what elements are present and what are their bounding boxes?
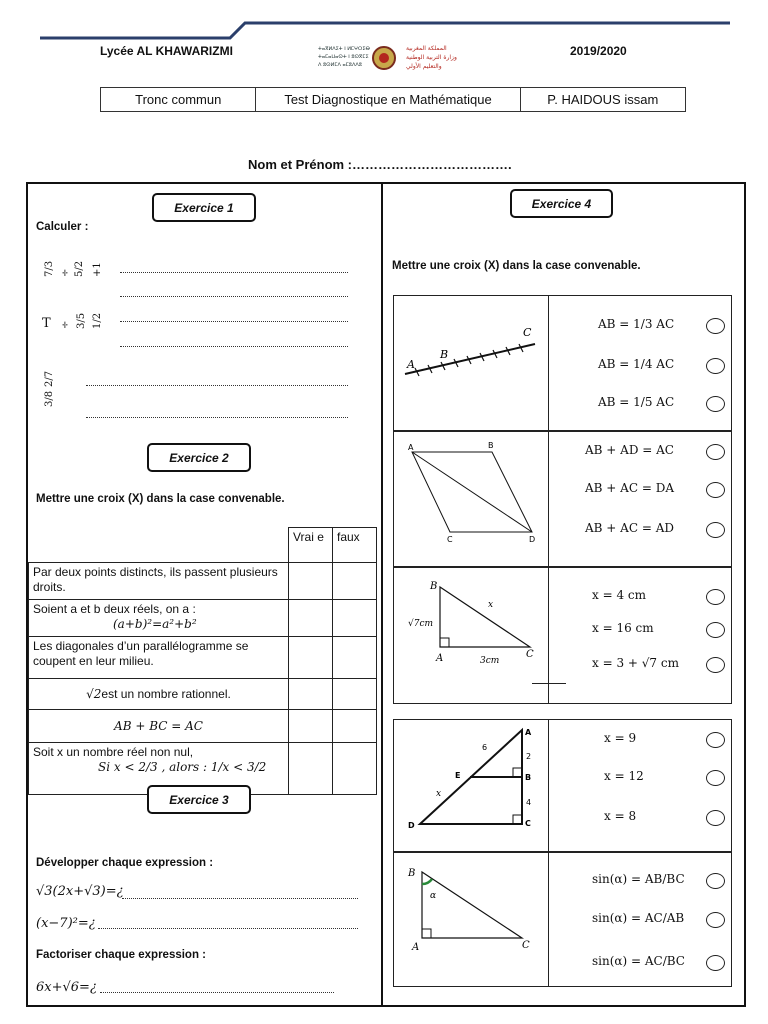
ex4-choice-circle-3-2[interactable] — [706, 622, 725, 638]
ex4-option-2-2: AB + AC = DA — [585, 481, 674, 495]
svg-text:T: T — [42, 316, 51, 331]
stray-line — [532, 683, 566, 684]
col-header-false: faux — [333, 528, 377, 563]
statement-1: Par deux points distincts, ils passent plusieurs droits. — [29, 563, 289, 600]
figure-thales — [400, 722, 546, 834]
exercise-2-title: Exercice 2 — [147, 443, 251, 472]
svg-text:A: A — [407, 358, 415, 371]
statement-5: AB + BC = AC — [29, 710, 289, 743]
ex3-expression-2: (x−7)²=¿ — [36, 916, 96, 931]
ex4-option-5-2: sin(α) = AC/AB — [592, 911, 685, 925]
svg-text:3/5: 3/5 — [76, 312, 87, 329]
answer-false-5[interactable] — [333, 710, 377, 743]
svg-text:3cm: 3cm — [480, 656, 500, 666]
svg-text:2: 2 — [526, 752, 532, 761]
svg-text:7/3: 7/3 — [44, 260, 55, 277]
statement-2: Soient a et b deux réels, on a : (a+b)²=a²+b² — [29, 600, 289, 637]
ex4-option-1-1: AB = 1/3 AC — [598, 317, 675, 331]
svg-text:C: C — [525, 819, 531, 828]
svg-text:6: 6 — [482, 743, 488, 752]
svg-text:D: D — [408, 821, 415, 830]
ex3-develop-instruction: Développer chaque expression : — [36, 857, 214, 869]
svg-text:÷: ÷ — [60, 320, 71, 329]
exercise-3-title: Exercice 3 — [147, 785, 251, 814]
svg-text:x: x — [436, 789, 442, 799]
svg-text:وزارة التربية الوطنية: وزارة التربية الوطنية — [406, 54, 457, 61]
answer-true-1[interactable] — [289, 563, 333, 600]
svg-text:α: α — [430, 891, 437, 901]
ex1-fraction-expressions — [40, 255, 110, 415]
ex3-factor-instruction: Factoriser chaque expression : — [36, 949, 207, 961]
svg-text:÷: ÷ — [60, 268, 71, 277]
col-header-true: Vrai e — [289, 528, 333, 563]
svg-text:والتعليم الأولي: والتعليم الأولي — [406, 63, 442, 70]
ex4-options-cell-4 — [548, 719, 732, 852]
svg-text:B: B — [430, 581, 438, 592]
ex4-choice-circle-4-1[interactable] — [706, 732, 725, 748]
ex4-option-4-1: x = 9 — [604, 731, 637, 745]
answer-true-4[interactable] — [289, 679, 333, 710]
ex4-choice-circle-4-2[interactable] — [706, 770, 725, 786]
ex1-instruction: Calculer : — [36, 221, 89, 233]
ex1-answer-line-5[interactable] — [86, 385, 348, 386]
name-line: Nom et Prénom :………………………………. — [248, 157, 512, 172]
exercise-4-title: Exercice 4 — [510, 189, 613, 218]
answer-false-4[interactable] — [333, 679, 377, 710]
ex2-instruction: Mettre une croix (X) dans la case convenable. — [36, 493, 285, 505]
ex4-choice-circle-2-1[interactable] — [706, 444, 725, 460]
svg-text:C: C — [526, 649, 534, 660]
ex4-choice-circle-4-3[interactable] — [706, 810, 725, 826]
svg-text:ⵜⴰⴳⵍⴷⵉⵜ ⵏ ⵍⵎⵖⵔⵉⴱ: ⵜⴰⴳⵍⴷⵉⵜ ⵏ ⵍⵎⵖⵔⵉⴱ — [318, 46, 370, 52]
svg-text:2/7: 2/7 — [44, 370, 55, 387]
svg-text:1/2: 1/2 — [92, 312, 103, 329]
statement-4: √2est un nombre rationnel. — [29, 679, 289, 710]
svg-text:C: C — [522, 940, 530, 951]
figure-right-triangle-1 — [398, 575, 546, 670]
ex4-option-1-2: AB = 1/4 AC — [598, 357, 675, 371]
ex4-choice-circle-5-1[interactable] — [706, 873, 725, 889]
school-name: Lycée AL KHAWARIZMI — [100, 44, 233, 58]
answer-true-5[interactable] — [289, 710, 333, 743]
ex3-expression-3: 6x+√6=¿ — [36, 980, 97, 995]
ex4-choice-circle-2-3[interactable] — [706, 522, 725, 538]
school-year: 2019/2020 — [570, 44, 627, 58]
ex4-choice-circle-3-3[interactable] — [706, 657, 725, 673]
ministry-logo — [318, 40, 463, 80]
svg-text:3/8: 3/8 — [44, 390, 55, 407]
svg-text:B: B — [525, 773, 532, 782]
teacher-cell: P. HAIDOUS issam — [547, 92, 659, 107]
answer-true-3[interactable] — [289, 637, 333, 679]
ex4-choice-circle-5-2[interactable] — [706, 912, 725, 928]
ex4-option-5-3: sin(α) = AC/BC — [592, 954, 685, 968]
svg-text:√7cm: √7cm — [408, 619, 434, 629]
answer-false-1[interactable] — [333, 563, 377, 600]
answer-true-2[interactable] — [289, 600, 333, 637]
answer-false-3[interactable] — [333, 637, 377, 679]
answer-false-2[interactable] — [333, 600, 377, 637]
statement-6-formula: Si x < 2/3 , alors : 1/x < 3/2 — [98, 760, 267, 774]
ex4-instruction: Mettre une croix (X) dans la case convenable. — [392, 260, 641, 272]
svg-text:5/2: 5/2 — [74, 260, 85, 277]
ex4-option-3-3: x = 3 + √7 cm — [592, 656, 679, 670]
header-info-bar — [100, 87, 686, 112]
svg-text:4: 4 — [526, 798, 532, 807]
svg-text:B: B — [408, 868, 416, 879]
answer-true-6[interactable] — [289, 743, 333, 795]
statement-6: Soit x un nombre réel non nul, Si x < 2/3 , alors : 1/x < 3/2 — [29, 743, 289, 795]
ex4-choice-circle-5-3[interactable] — [706, 955, 725, 971]
ex1-answer-line-4[interactable] — [120, 346, 348, 347]
svg-text:المملكة المغربية: المملكة المغربية — [406, 45, 447, 52]
ex4-choice-circle-2-2[interactable] — [706, 482, 725, 498]
ex4-option-5-1: sin(α) = AB/BC — [592, 872, 685, 886]
ex3-answer-line-1[interactable] — [122, 898, 358, 899]
answer-false-6[interactable] — [333, 743, 377, 795]
figure-right-triangle-2 — [400, 860, 546, 955]
ex4-choice-circle-1-1[interactable] — [706, 318, 725, 334]
svg-text:C: C — [523, 326, 532, 339]
ex3-answer-line-2[interactable] — [98, 928, 358, 929]
svg-text:C: C — [447, 535, 453, 544]
level-cell: Tronc commun — [101, 88, 256, 111]
ex3-answer-line-3[interactable] — [100, 992, 334, 993]
test-cell: Test Diagnostique en Mathématique — [256, 88, 520, 111]
ex4-option-3-2: x = 16 cm — [592, 621, 654, 635]
exercise-1-title: Exercice 1 — [152, 193, 256, 222]
svg-text:A: A — [525, 728, 532, 737]
svg-text:ⴷ ⵓⵙⵍⵎⴷ ⴰⵎⵓⴷⴷⵓ: ⴷ ⵓⵙⵍⵎⴷ ⴰⵎⵓⴷⴷⵓ — [318, 62, 362, 68]
ex4-option-4-2: x = 12 — [604, 769, 644, 783]
column-divider — [381, 182, 383, 1007]
ex1-answer-line-2[interactable] — [120, 296, 348, 297]
svg-text:D: D — [529, 535, 536, 544]
svg-text:B: B — [440, 348, 449, 361]
svg-text:B: B — [488, 441, 494, 450]
svg-text:+1: +1 — [92, 262, 103, 277]
svg-text:A: A — [412, 942, 420, 953]
ex4-option-2-3: AB + AC = AD — [585, 521, 674, 535]
svg-text:A: A — [408, 443, 414, 452]
svg-text:ⵜⴰⵎⴰⵡⴰⵙⵜ ⵏ ⵓⵙⴳⵎⵉ: ⵜⴰⵎⴰⵡⴰⵙⵜ ⵏ ⵓⵙⴳⵎⵉ — [318, 54, 369, 60]
ex4-option-4-3: x = 8 — [604, 809, 637, 823]
ex1-answer-line-3[interactable] — [120, 321, 348, 322]
svg-text:E: E — [455, 771, 461, 780]
figure-line-points — [395, 320, 545, 380]
ex1-answer-line-1[interactable] — [120, 272, 348, 273]
svg-text:A: A — [436, 653, 444, 664]
ex3-expression-1: √3(2x+√3)=¿ — [36, 884, 124, 899]
ex4-choice-circle-1-3[interactable] — [706, 396, 725, 412]
ex1-answer-line-6[interactable] — [86, 417, 348, 418]
header-decoration — [40, 20, 730, 40]
ex4-option-2-1: AB + AD = AC — [585, 443, 674, 457]
ex4-option-3-1: x = 4 cm — [592, 588, 646, 602]
ex4-option-1-3: AB = 1/5 AC — [598, 395, 675, 409]
ex4-choice-circle-1-2[interactable] — [706, 358, 725, 374]
svg-text:x: x — [488, 600, 494, 610]
figure-parallelogram — [400, 436, 545, 546]
statement-2-formula: (a+b)²=a²+b² — [113, 617, 197, 631]
ex4-choice-circle-3-1[interactable] — [706, 589, 725, 605]
statement-3: Les diagonales d’un parallélogramme se coupent en leur milieu. — [29, 637, 289, 679]
true-false-table — [28, 527, 377, 795]
